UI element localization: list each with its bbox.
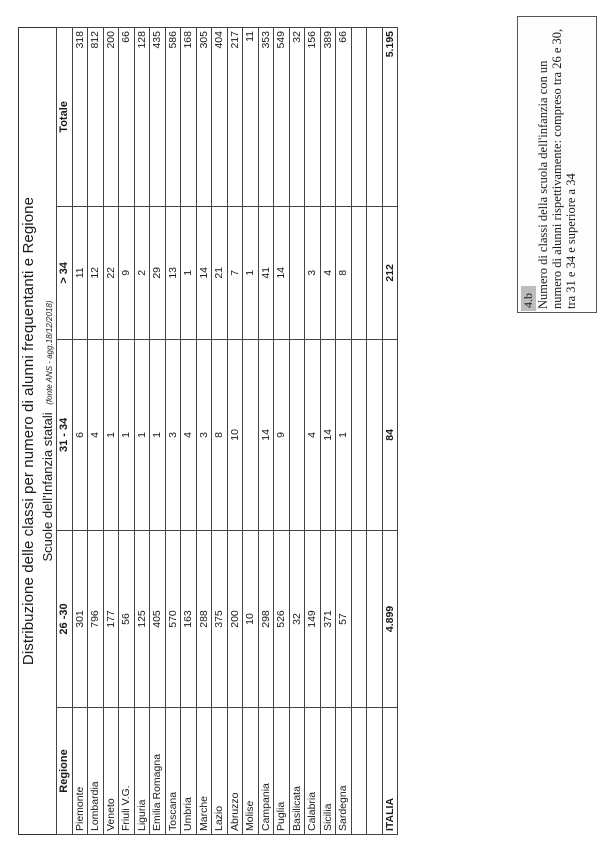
count-26-30-cell: 200 bbox=[227, 530, 243, 707]
total-cell: 11 bbox=[243, 28, 259, 207]
count-over-34-cell: 13 bbox=[165, 206, 181, 339]
count-31-34-cell: 1 bbox=[103, 339, 119, 530]
total-cell: 5.195 bbox=[382, 28, 398, 207]
count-over-34-cell: 1 bbox=[243, 206, 259, 339]
total-cell: 353 bbox=[258, 28, 274, 207]
empty-cell bbox=[351, 28, 367, 207]
count-over-34-cell: 3 bbox=[305, 206, 321, 339]
subtitle-text: Scuole dell'Infanzia statali bbox=[40, 412, 55, 562]
region-cell: Molise bbox=[243, 708, 259, 835]
total-cell: 435 bbox=[150, 28, 166, 207]
count-31-34-cell: 1 bbox=[150, 339, 166, 530]
caption-text: Numero di classi della scuola dell'infanzia con un numero di alunni rispettivamente: compreso tra 26 e 30, tra 31 e 34 e superiore a 34 bbox=[536, 28, 578, 309]
total-row bbox=[382, 28, 398, 835]
table-row bbox=[305, 28, 321, 835]
caption-code: 4.b bbox=[521, 286, 536, 311]
table-row bbox=[181, 28, 197, 835]
table-row bbox=[165, 28, 181, 835]
total-cell: 318 bbox=[72, 28, 88, 207]
total-cell: 128 bbox=[134, 28, 150, 207]
count-over-34-cell: 21 bbox=[212, 206, 228, 339]
count-31-34-cell bbox=[243, 339, 259, 530]
empty-cell bbox=[367, 206, 383, 339]
table-row bbox=[103, 28, 119, 835]
count-26-30-cell: 298 bbox=[258, 530, 274, 707]
table-row bbox=[119, 28, 135, 835]
count-over-34-cell: 2 bbox=[134, 206, 150, 339]
table-row bbox=[212, 28, 228, 835]
region-cell: ITALIA bbox=[382, 708, 398, 835]
count-over-34-cell: 9 bbox=[119, 206, 135, 339]
count-26-30-cell: 288 bbox=[196, 530, 212, 707]
count-over-34-cell: 7 bbox=[227, 206, 243, 339]
count-31-34-cell: 4 bbox=[181, 339, 197, 530]
table-row bbox=[258, 28, 274, 835]
table-row bbox=[274, 28, 290, 835]
count-over-34-cell: 8 bbox=[336, 206, 352, 339]
count-26-30-cell: 125 bbox=[134, 530, 150, 707]
total-cell: 156 bbox=[305, 28, 321, 207]
header-over-34: > 34 bbox=[57, 206, 73, 339]
total-cell: 586 bbox=[165, 28, 181, 207]
empty-cell bbox=[351, 530, 367, 707]
count-26-30-cell: 796 bbox=[88, 530, 104, 707]
count-31-34-cell: 84 bbox=[382, 339, 398, 530]
region-cell: Lazio bbox=[212, 708, 228, 835]
count-over-34-cell: 14 bbox=[196, 206, 212, 339]
count-over-34-cell bbox=[289, 206, 305, 339]
table-row bbox=[196, 28, 212, 835]
count-31-34-cell: 10 bbox=[227, 339, 243, 530]
empty-cell bbox=[351, 339, 367, 530]
region-cell: Basilicata bbox=[289, 708, 305, 835]
data-table bbox=[56, 27, 398, 835]
count-over-34-cell: 14 bbox=[274, 206, 290, 339]
caption-panel bbox=[517, 16, 597, 313]
empty-cell bbox=[367, 530, 383, 707]
count-31-34-cell: 6 bbox=[72, 339, 88, 530]
total-cell: 66 bbox=[119, 28, 135, 207]
header-31-34: 31 - 34 bbox=[57, 339, 73, 530]
region-cell: Marche bbox=[196, 708, 212, 835]
region-cell: Lombardia bbox=[88, 708, 104, 835]
region-cell: Sicilia bbox=[320, 708, 336, 835]
total-cell: 549 bbox=[274, 28, 290, 207]
table-row bbox=[88, 28, 104, 835]
count-26-30-cell: 526 bbox=[274, 530, 290, 707]
blank-row bbox=[351, 28, 367, 835]
header-26-30: 26 -30 bbox=[57, 530, 73, 707]
total-cell: 404 bbox=[212, 28, 228, 207]
count-31-34-cell: 4 bbox=[88, 339, 104, 530]
region-cell: Friuli V.G. bbox=[119, 708, 135, 835]
count-26-30-cell: 10 bbox=[243, 530, 259, 707]
region-cell: Toscana bbox=[165, 708, 181, 835]
region-cell: Umbria bbox=[181, 708, 197, 835]
region-cell: Liguria bbox=[134, 708, 150, 835]
table-row bbox=[320, 28, 336, 835]
count-26-30-cell: 57 bbox=[336, 530, 352, 707]
table-row bbox=[72, 28, 88, 835]
table-row bbox=[243, 28, 259, 835]
total-cell: 200 bbox=[103, 28, 119, 207]
count-26-30-cell: 4.899 bbox=[382, 530, 398, 707]
count-31-34-cell: 9 bbox=[274, 339, 290, 530]
count-31-34-cell: 1 bbox=[134, 339, 150, 530]
empty-cell bbox=[351, 708, 367, 835]
region-cell: Calabria bbox=[305, 708, 321, 835]
count-26-30-cell: 405 bbox=[150, 530, 166, 707]
empty-cell bbox=[367, 339, 383, 530]
table-row bbox=[227, 28, 243, 835]
count-31-34-cell: 14 bbox=[320, 339, 336, 530]
count-31-34-cell bbox=[289, 339, 305, 530]
table-row bbox=[150, 28, 166, 835]
region-cell: Abruzzo bbox=[227, 708, 243, 835]
caption-box bbox=[517, 16, 597, 313]
table-title: Distribuzione delle classi per numero di alunni frequentanti e Regione bbox=[20, 196, 37, 666]
table-body bbox=[72, 28, 398, 835]
rotated-table-page bbox=[18, 27, 398, 835]
count-over-34-cell: 41 bbox=[258, 206, 274, 339]
empty-cell bbox=[351, 206, 367, 339]
count-26-30-cell: 163 bbox=[181, 530, 197, 707]
count-31-34-cell: 3 bbox=[165, 339, 181, 530]
count-26-30-cell: 371 bbox=[320, 530, 336, 707]
count-over-34-cell: 4 bbox=[320, 206, 336, 339]
total-cell: 168 bbox=[181, 28, 197, 207]
empty-cell bbox=[367, 708, 383, 835]
region-cell: Puglia bbox=[274, 708, 290, 835]
region-cell: Piemonte bbox=[72, 708, 88, 835]
count-over-34-cell: 212 bbox=[382, 206, 398, 339]
count-over-34-cell: 12 bbox=[88, 206, 104, 339]
blank-row bbox=[367, 28, 383, 835]
table-row bbox=[134, 28, 150, 835]
total-cell: 32 bbox=[289, 28, 305, 207]
region-cell: Veneto bbox=[103, 708, 119, 835]
total-cell: 217 bbox=[227, 28, 243, 207]
source-note: (fonte ANS - agg.18/12/2018) bbox=[45, 300, 54, 405]
header-totale: Totale bbox=[57, 28, 73, 207]
count-31-34-cell: 3 bbox=[196, 339, 212, 530]
table-row bbox=[336, 28, 352, 835]
count-31-34-cell: 14 bbox=[258, 339, 274, 530]
count-over-34-cell: 11 bbox=[72, 206, 88, 339]
count-26-30-cell: 375 bbox=[212, 530, 228, 707]
count-26-30-cell: 56 bbox=[119, 530, 135, 707]
count-over-34-cell: 1 bbox=[181, 206, 197, 339]
count-31-34-cell: 1 bbox=[119, 339, 135, 530]
total-cell: 66 bbox=[336, 28, 352, 207]
empty-cell bbox=[367, 28, 383, 207]
total-cell: 389 bbox=[320, 28, 336, 207]
count-over-34-cell: 22 bbox=[103, 206, 119, 339]
region-cell: Campania bbox=[258, 708, 274, 835]
count-31-34-cell: 4 bbox=[305, 339, 321, 530]
header-region: Regione bbox=[57, 708, 73, 835]
count-26-30-cell: 301 bbox=[72, 530, 88, 707]
header-row bbox=[57, 28, 73, 835]
count-over-34-cell: 29 bbox=[150, 206, 166, 339]
region-cell: Sardegna bbox=[336, 708, 352, 835]
count-26-30-cell: 570 bbox=[165, 530, 181, 707]
total-cell: 812 bbox=[88, 28, 104, 207]
count-26-30-cell: 177 bbox=[103, 530, 119, 707]
count-26-30-cell: 149 bbox=[305, 530, 321, 707]
table-subtitle bbox=[40, 27, 55, 835]
region-cell: Emilia Romagna bbox=[150, 708, 166, 835]
total-cell: 305 bbox=[196, 28, 212, 207]
count-31-34-cell: 1 bbox=[336, 339, 352, 530]
count-26-30-cell: 32 bbox=[289, 530, 305, 707]
count-31-34-cell: 8 bbox=[212, 339, 228, 530]
table-row bbox=[289, 28, 305, 835]
